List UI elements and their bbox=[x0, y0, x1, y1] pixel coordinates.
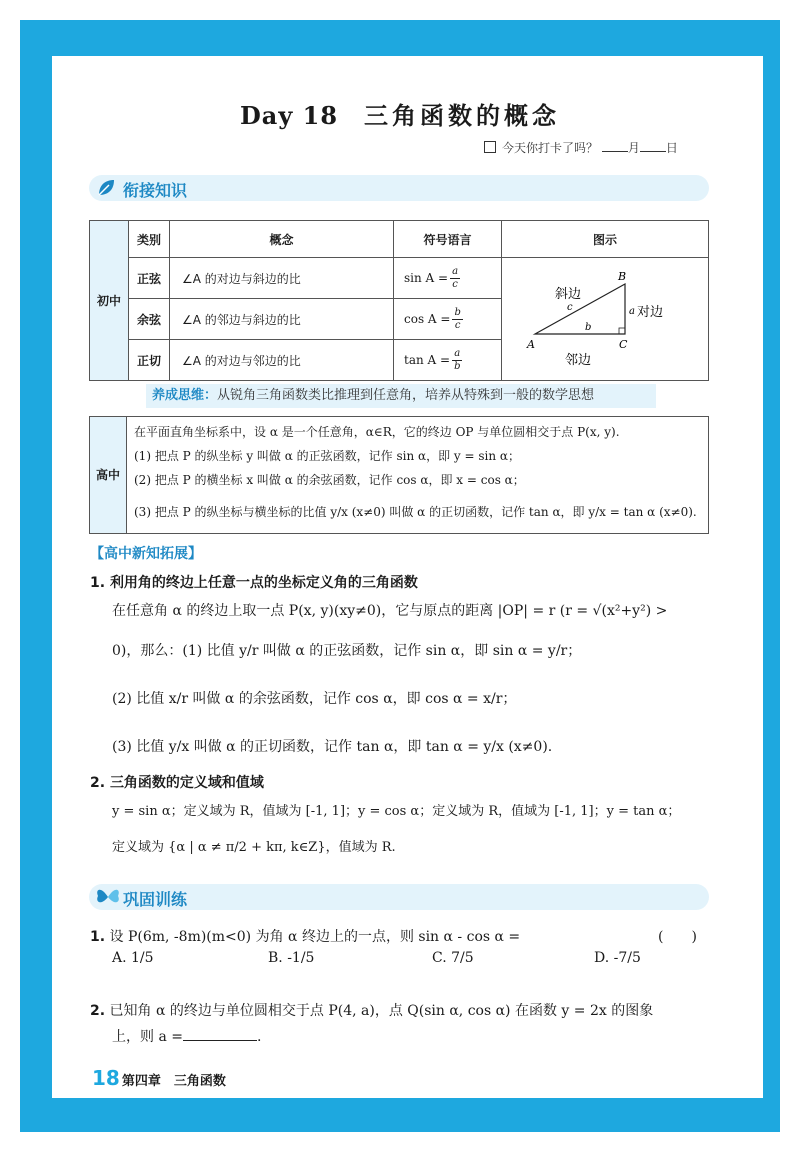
definition-cos: ∠A 的邻边与斜边的比 bbox=[170, 299, 394, 340]
section-bridge-label: 衔接知识 bbox=[123, 181, 188, 200]
q1-option-d[interactable]: D. -7/5 bbox=[594, 950, 641, 966]
q1-option-c[interactable]: C. 7/5 bbox=[432, 950, 474, 966]
point1-line-3: (2) 比值 x/r 叫做 α 的余弦函数，记作 cos α，即 cos α = x/r； bbox=[112, 691, 517, 707]
svg-text:邻边: 邻边 bbox=[565, 353, 592, 368]
checkin-checkbox[interactable] bbox=[484, 141, 496, 153]
q2-line-2: 上，则 a = bbox=[112, 1029, 183, 1045]
category-tan: 正切 bbox=[129, 340, 170, 381]
category-cos: 余弦 bbox=[129, 299, 170, 340]
hs-line-sin: (1) 把点 P 的纵坐标 y 叫做 α 的正弦函数，记作 sin α，即 y = sin α； bbox=[134, 449, 521, 463]
hs-line-tan: (3) 把点 P 的纵坐标与横坐标的比值 y/x (x≠0) 叫做 α 的正切函数，记作 tan α，即 y/x = tan α (x≠0). bbox=[134, 505, 697, 519]
point1-heading bbox=[90, 572, 418, 592]
month-label: 月 bbox=[627, 141, 640, 155]
q2-line-1: 已知角 α 的终边与单位圆相交于点 P(4, a)，点 Q(sin α, cos α) 在函数 y = 2x 的图象 bbox=[109, 1003, 654, 1019]
q2-line-2-row: 上，则 a = . bbox=[112, 1029, 262, 1045]
triangle-diagram-cell bbox=[502, 258, 709, 381]
question-2 bbox=[90, 1000, 653, 1020]
header-category: 类别 bbox=[129, 221, 170, 258]
page-frame-left bbox=[20, 20, 52, 1132]
new-knowledge-heading: 【高中新知拓展】 bbox=[90, 546, 202, 562]
thinking-label: 养成思维： bbox=[152, 388, 218, 403]
svg-text:斜边: 斜边 bbox=[555, 287, 582, 302]
page-footer bbox=[92, 1066, 226, 1090]
q1-text: 设 P(6m, -8m)(m<0) 为角 α 终边上的一点，则 sin α - cos α = bbox=[109, 929, 521, 945]
q2-number: 2. bbox=[90, 1003, 106, 1019]
day-label: Day 18 bbox=[239, 101, 339, 130]
point1-line-2: 0)，那么：(1) 比值 y/r 叫做 α 的正弦函数，记作 sin α，即 sin α = y/r； bbox=[112, 643, 582, 659]
point2-line-1: y = sin α；定义域为 R，值域为 [-1, 1]；y = cos α；定义域为 R，值域为 [-1, 1]；y = tan α； bbox=[112, 804, 681, 819]
svg-text:B: B bbox=[618, 270, 627, 283]
point1-line-1: 在任意角 α 的终边上取一点 P(x, y)(xy≠0)，它与原点的距离 |OP| = r (r = √(x²+y²) > bbox=[112, 603, 668, 619]
day-blank[interactable] bbox=[640, 151, 666, 152]
svg-text:A: A bbox=[527, 338, 535, 351]
header-diagram: 图示 bbox=[502, 221, 709, 258]
hs-line-cos: (2) 把点 P 的横坐标 x 叫做 α 的余弦函数，记作 cos α，即 x = cos α； bbox=[134, 473, 525, 487]
point2-number: 2. bbox=[90, 775, 106, 791]
q1-answer-paren[interactable]: ( ) bbox=[658, 929, 697, 945]
q1-number: 1. bbox=[90, 929, 106, 945]
thinking-text: 从锐角三角函数类比推理到任意角，培养从特殊到一般的数学思想 bbox=[217, 388, 595, 403]
svg-text:b: b bbox=[585, 322, 592, 333]
q2-answer-blank[interactable] bbox=[183, 1040, 257, 1041]
svg-text:a: a bbox=[629, 306, 635, 317]
day-label-text: 日 bbox=[665, 141, 678, 155]
senior-level-cell: 高中 bbox=[90, 417, 127, 533]
definition-sin: ∠A 的对边与斜边的比 bbox=[170, 258, 394, 299]
page-title bbox=[0, 96, 800, 131]
symbol-sin: sin A = $\frac{a}{c}$ bbox=[394, 258, 502, 299]
section-bridge-bar bbox=[89, 175, 709, 201]
svg-text:c: c bbox=[567, 302, 573, 313]
point1-title: 利用角的终边上任意一点的坐标定义角的三角函数 bbox=[109, 575, 418, 591]
page-frame-top bbox=[20, 20, 780, 56]
page-frame-right bbox=[763, 20, 780, 1098]
butterfly-icon bbox=[95, 886, 121, 912]
section-practice-label: 巩固训练 bbox=[123, 890, 188, 909]
definition-tan: ∠A 的对边与邻边的比 bbox=[170, 340, 394, 381]
page-number: 18 bbox=[92, 1066, 120, 1090]
q1-option-b[interactable]: B. -1/5 bbox=[268, 950, 315, 966]
hs-line-intro: 在平面直角坐标系中，设 α 是一个任意角，α∈R，它的终边 OP 与单位圆相交于点 P(x, y). bbox=[134, 425, 620, 439]
header-symbol: 符号语言 bbox=[394, 221, 502, 258]
month-blank[interactable] bbox=[602, 151, 628, 152]
symbol-cos: cos A = $\frac{b}{c}$ bbox=[394, 299, 502, 340]
section-practice-bar bbox=[89, 884, 709, 910]
point2-heading bbox=[90, 772, 264, 792]
q1-option-a[interactable]: A. 1/5 bbox=[112, 950, 154, 966]
svg-text:对边: 对边 bbox=[637, 305, 664, 320]
concept-table bbox=[89, 220, 709, 381]
lesson-title: 三角函数的概念 bbox=[364, 102, 561, 130]
checkin-text: 今天你打卡了吗？ bbox=[502, 141, 599, 155]
category-sin: 正弦 bbox=[129, 258, 170, 299]
page-frame-bottom bbox=[20, 1098, 780, 1132]
leaf-icon bbox=[95, 177, 117, 203]
question-1 bbox=[90, 926, 520, 946]
symbol-tan: tan A = $\frac{a}{b}$ bbox=[394, 340, 502, 381]
point1-line-4: (3) 比值 y/x 叫做 α 的正切函数，记作 tan α，即 tan α = y/x (x≠0). bbox=[112, 739, 553, 755]
svg-text:C: C bbox=[619, 338, 628, 351]
checkin-row bbox=[484, 139, 678, 156]
high-school-box bbox=[89, 416, 709, 534]
right-triangle-diagram bbox=[505, 264, 705, 374]
point2-line-2: 定义域为 {α | α ≠ π/2 + kπ, k∈Z}，值域为 R. bbox=[112, 840, 396, 855]
thinking-note bbox=[146, 384, 656, 408]
point1-number: 1. bbox=[90, 575, 106, 591]
chapter-label: 第四章 三角函数 bbox=[121, 1074, 226, 1089]
junior-level-cell: 初中 bbox=[90, 221, 129, 381]
header-concept: 概念 bbox=[170, 221, 394, 258]
point2-title: 三角函数的定义域和值域 bbox=[109, 775, 264, 791]
